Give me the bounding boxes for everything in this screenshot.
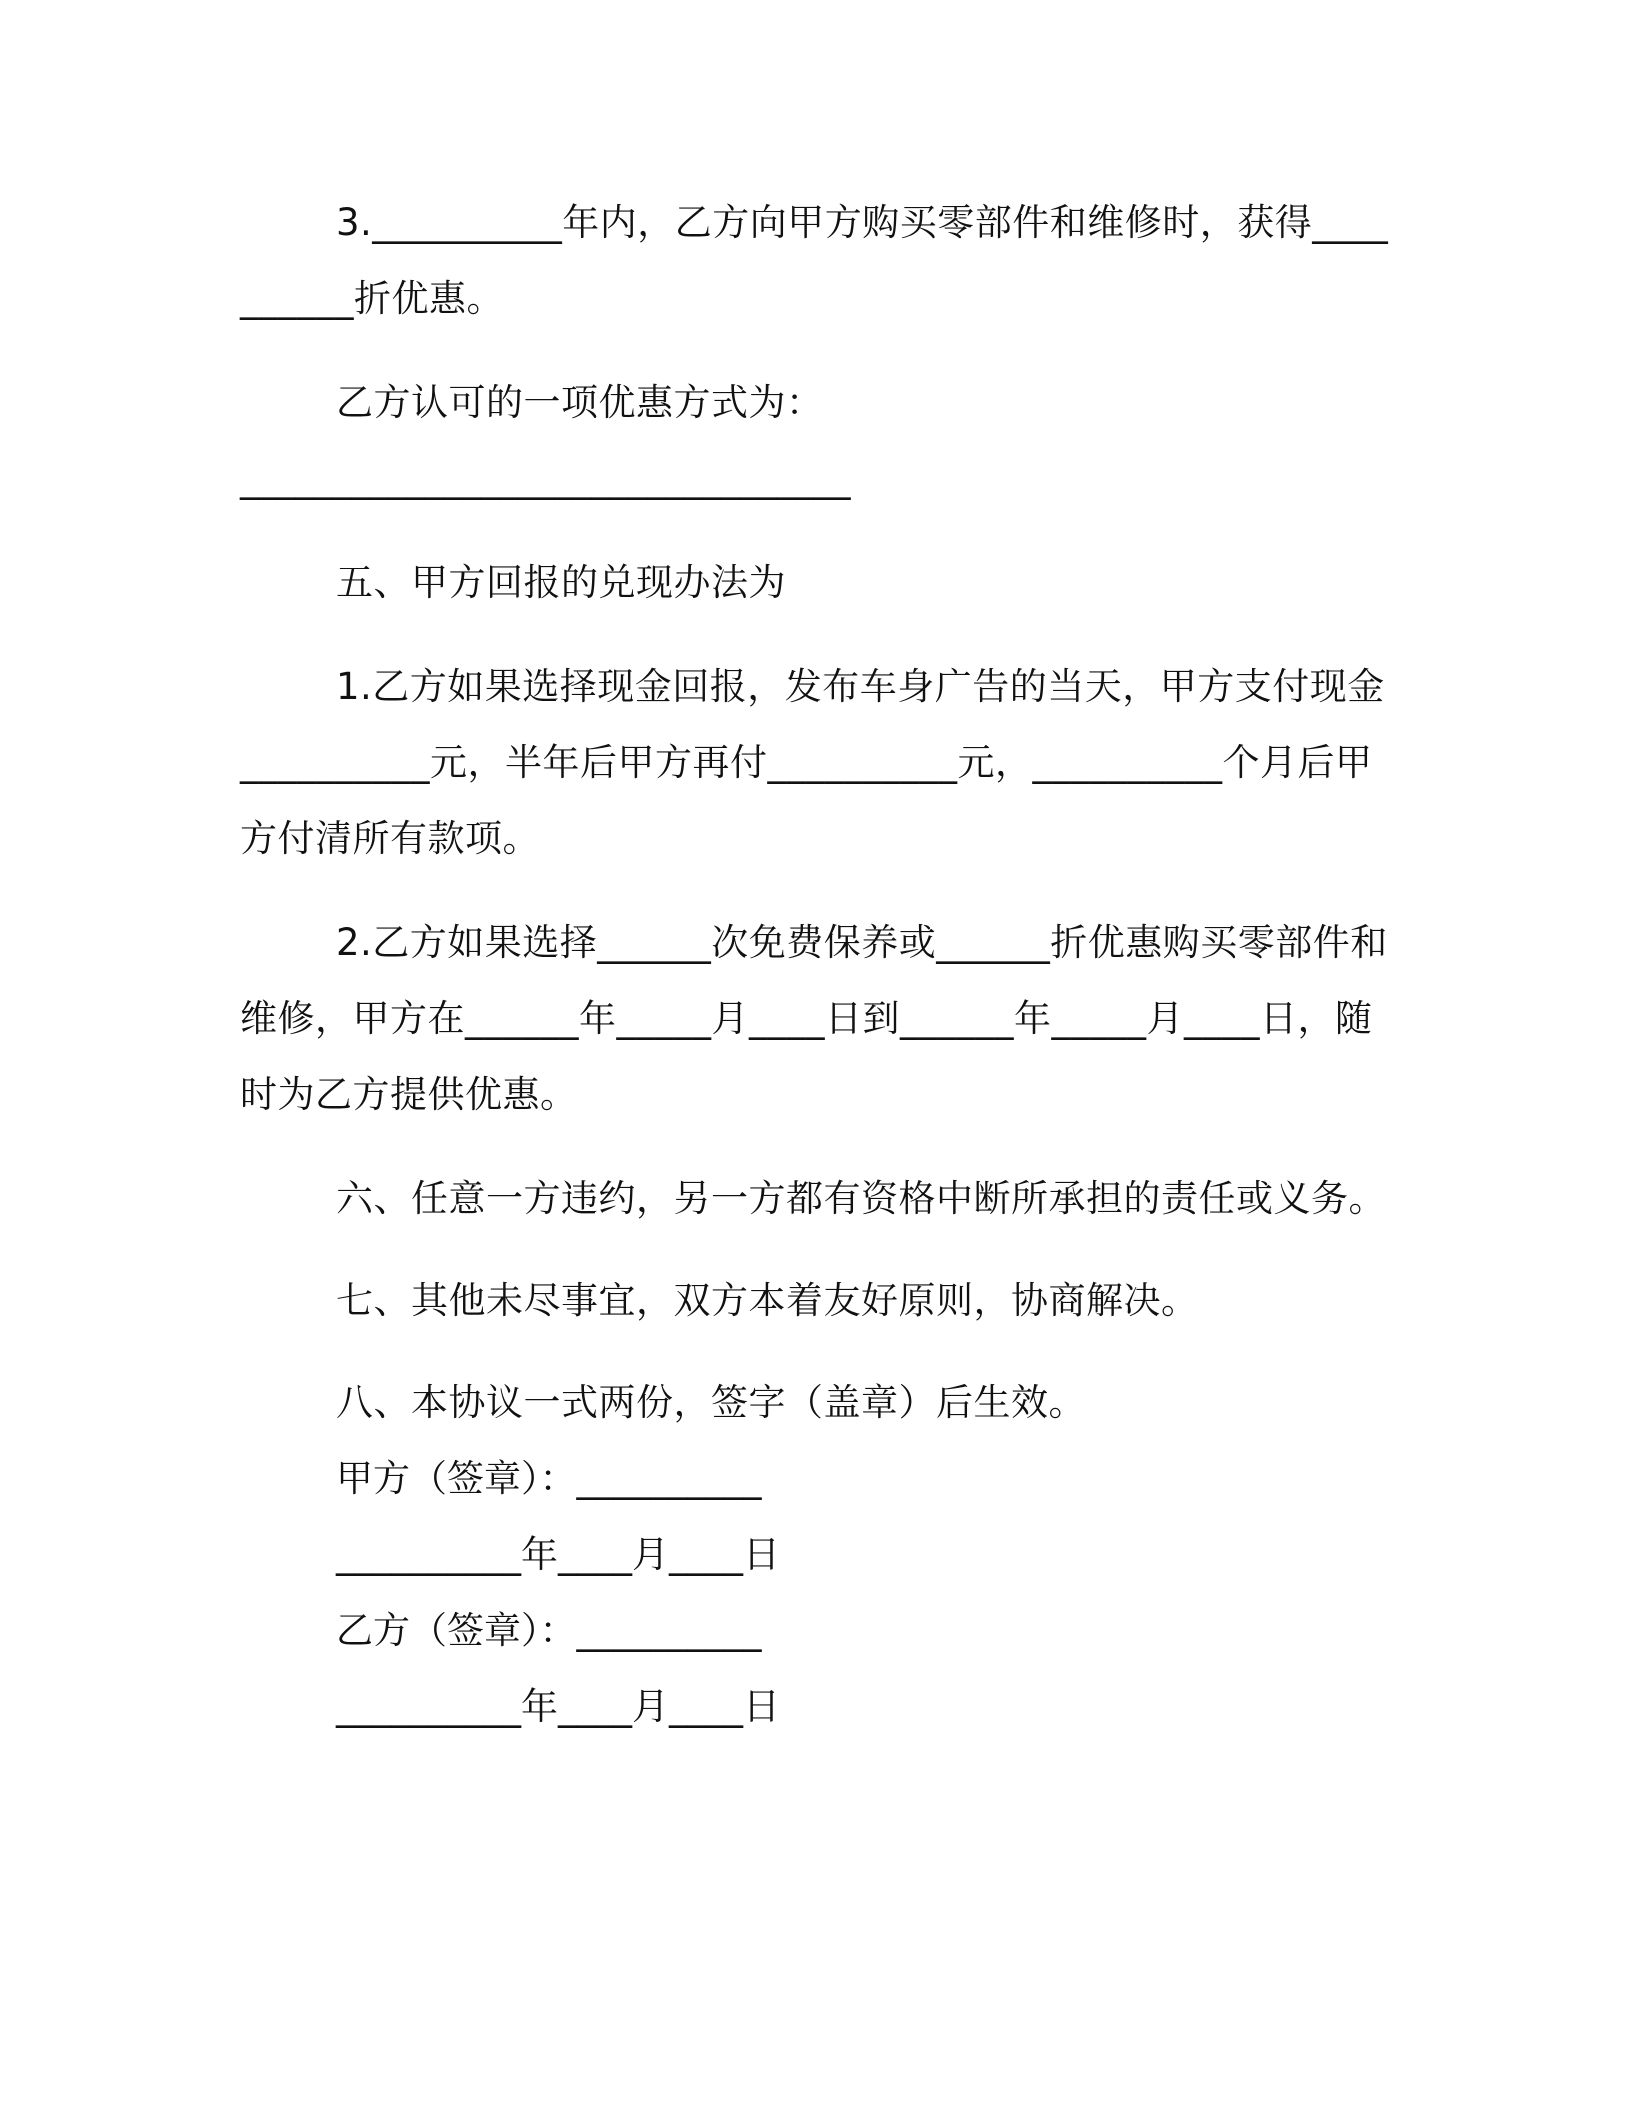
clause-8: 八、本协议一式两份，签字（盖章）后生效。 xyxy=(336,1381,1086,1424)
party-b-date: __________年____月____日 xyxy=(336,1685,780,1728)
clause-5-item-2: 2.乙方如果选择______次免费保养或______折优惠购买零部件和维修，甲方在______年_____月____日到______年_____月____日，随时为乙方提供优惠。 xyxy=(240,921,1388,1116)
clause-6: 六、任意一方违约，另一方都有资格中断所承担的责任或义务。 xyxy=(336,1177,1386,1220)
clause-7: 七、其他未尽事宜，双方本着友好原则，协商解决。 xyxy=(336,1279,1199,1322)
document-body xyxy=(240,185,1390,1745)
party-a-signature: 甲方（签章）：__________ xyxy=(336,1457,762,1500)
party-b-signature: 乙方（签章）：__________ xyxy=(336,1609,762,1652)
clause-5-item-3: 3.__________年内，乙方向甲方购买零部件和维修时，获得__________折优惠。 xyxy=(240,201,1389,320)
discount-method-blank: _________________________________ xyxy=(240,457,851,500)
clause-5-item-1: 1.乙方如果选择现金回报，发布车身广告的当天，甲方支付现金__________元，半年后甲方再付__________元，__________个月后甲方付清所有款项。 xyxy=(240,665,1385,860)
party-a-date: __________年____月____日 xyxy=(336,1533,780,1576)
clause-5-heading: 五、甲方回报的兑现办法为 xyxy=(336,561,786,604)
discount-method-label: 乙方认可的一项优惠方式为： xyxy=(336,381,824,424)
